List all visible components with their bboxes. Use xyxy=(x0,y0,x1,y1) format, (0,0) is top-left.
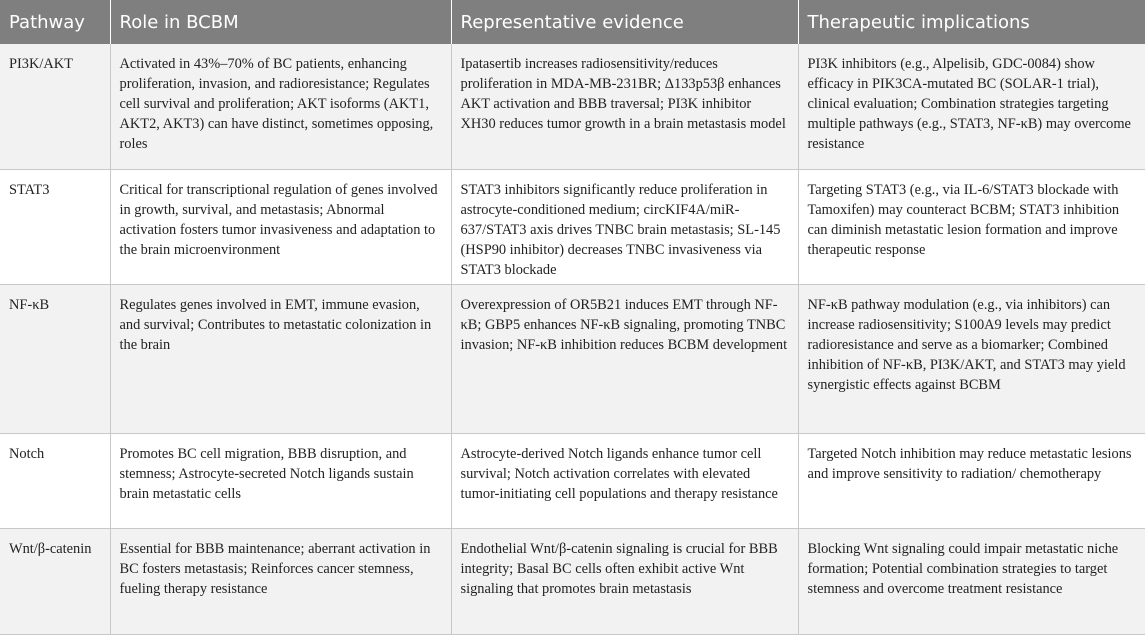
header-evidence: Representative evidence xyxy=(451,0,798,44)
evidence-cell: Overexpression of OR5B21 induces EMT through NF-κB; GBP5 enhances NF-κB signaling, promoting TNBC invasion; NF-κB inhibition reduces BCBM development xyxy=(451,284,798,433)
table-body xyxy=(0,44,1145,634)
role-cell: Regulates genes involved in EMT, immune evasion, and survival; Contributes to metastatic colonization in the brain xyxy=(110,284,451,433)
implications-cell: PI3K inhibitors (e.g., Alpelisib, GDC-0084) show efficacy in PIK3CA-mutated BC (SOLAR-1 trial), clinical evaluation; Combination strategies targeting multiple pathways (e.g., STAT3, NF-κB) may overcome resistance xyxy=(798,44,1145,169)
role-cell: Critical for transcriptional regulation of genes involved in growth, survival, and metastasis; Abnormal activation fosters tumor invasiveness and adaptation to the brain microenvironment xyxy=(110,169,451,284)
evidence-cell: Ipatasertib increases radiosensitivity/reduces proliferation in MDA-MB-231BR; Δ133p53β enhances AKT activation and BBB traversal; PI3K inhibitor XH30 reduces tumor growth in a brain metastasis model xyxy=(451,44,798,169)
evidence-cell: Astrocyte-derived Notch ligands enhance tumor cell survival; Notch activation correlates with elevated tumor-initiating cell populations and therapy resistance xyxy=(451,433,798,528)
pathway-cell: PI3K/AKT xyxy=(0,44,110,169)
header-row xyxy=(0,0,1145,44)
pathway-cell: STAT3 xyxy=(0,169,110,284)
evidence-cell: STAT3 inhibitors significantly reduce proliferation in astrocyte-conditioned medium; circKIF4A/miR-637/STAT3 axis drives TNBC brain metastasis; SL-145 (HSP90 inhibitor) decreases TNBC invasiveness via STAT3 blockade xyxy=(451,169,798,284)
implications-cell: NF-κB pathway modulation (e.g., via inhibitors) can increase radiosensitivity; S100A9 levels may predict radioresistance and serve as a biomarker; Combined inhibition of NF-κB, PI3K/AKT, and STAT3 may yield synergistic effects against BCBM xyxy=(798,284,1145,433)
pathway-cell: NF-κB xyxy=(0,284,110,433)
role-cell: Activated in 43%–70% of BC patients, enhancing proliferation, invasion, and radioresistance; Regulates cell survival and proliferation; AKT isoforms (AKT1, AKT2, AKT3) can have distinct, sometimes opposing, roles xyxy=(110,44,451,169)
header-implications: Therapeutic implications xyxy=(798,0,1145,44)
role-cell: Promotes BC cell migration, BBB disruption, and stemness; Astrocyte-secreted Notch ligands sustain brain metastatic cells xyxy=(110,433,451,528)
pathway-cell: Wnt/β-catenin xyxy=(0,528,110,634)
table-row xyxy=(0,433,1145,528)
header-role: Role in BCBM xyxy=(110,0,451,44)
implications-cell: Blocking Wnt signaling could impair metastatic niche formation; Potential combination strategies to target stemness and overcome treatment resistance xyxy=(798,528,1145,634)
pathway-cell: Notch xyxy=(0,433,110,528)
header-pathway: Pathway xyxy=(0,0,110,44)
evidence-cell: Endothelial Wnt/β-catenin signaling is crucial for BBB integrity; Basal BC cells often exhibit active Wnt signaling that promotes brain metastasis xyxy=(451,528,798,634)
role-cell: Essential for BBB maintenance; aberrant activation in BC fosters metastasis; Reinforces cancer stemness, fueling therapy resistance xyxy=(110,528,451,634)
implications-cell: Targeting STAT3 (e.g., via IL-6/STAT3 blockade with Tamoxifen) may counteract BCBM; STAT3 inhibition can diminish metastatic lesion formation and improve therapeutic response xyxy=(798,169,1145,284)
table-row xyxy=(0,528,1145,634)
table-row xyxy=(0,44,1145,169)
table-header xyxy=(0,0,1145,44)
implications-cell: Targeted Notch inhibition may reduce metastatic lesions and improve sensitivity to radiation/ chemotherapy xyxy=(798,433,1145,528)
table-row xyxy=(0,284,1145,433)
table-row xyxy=(0,169,1145,284)
